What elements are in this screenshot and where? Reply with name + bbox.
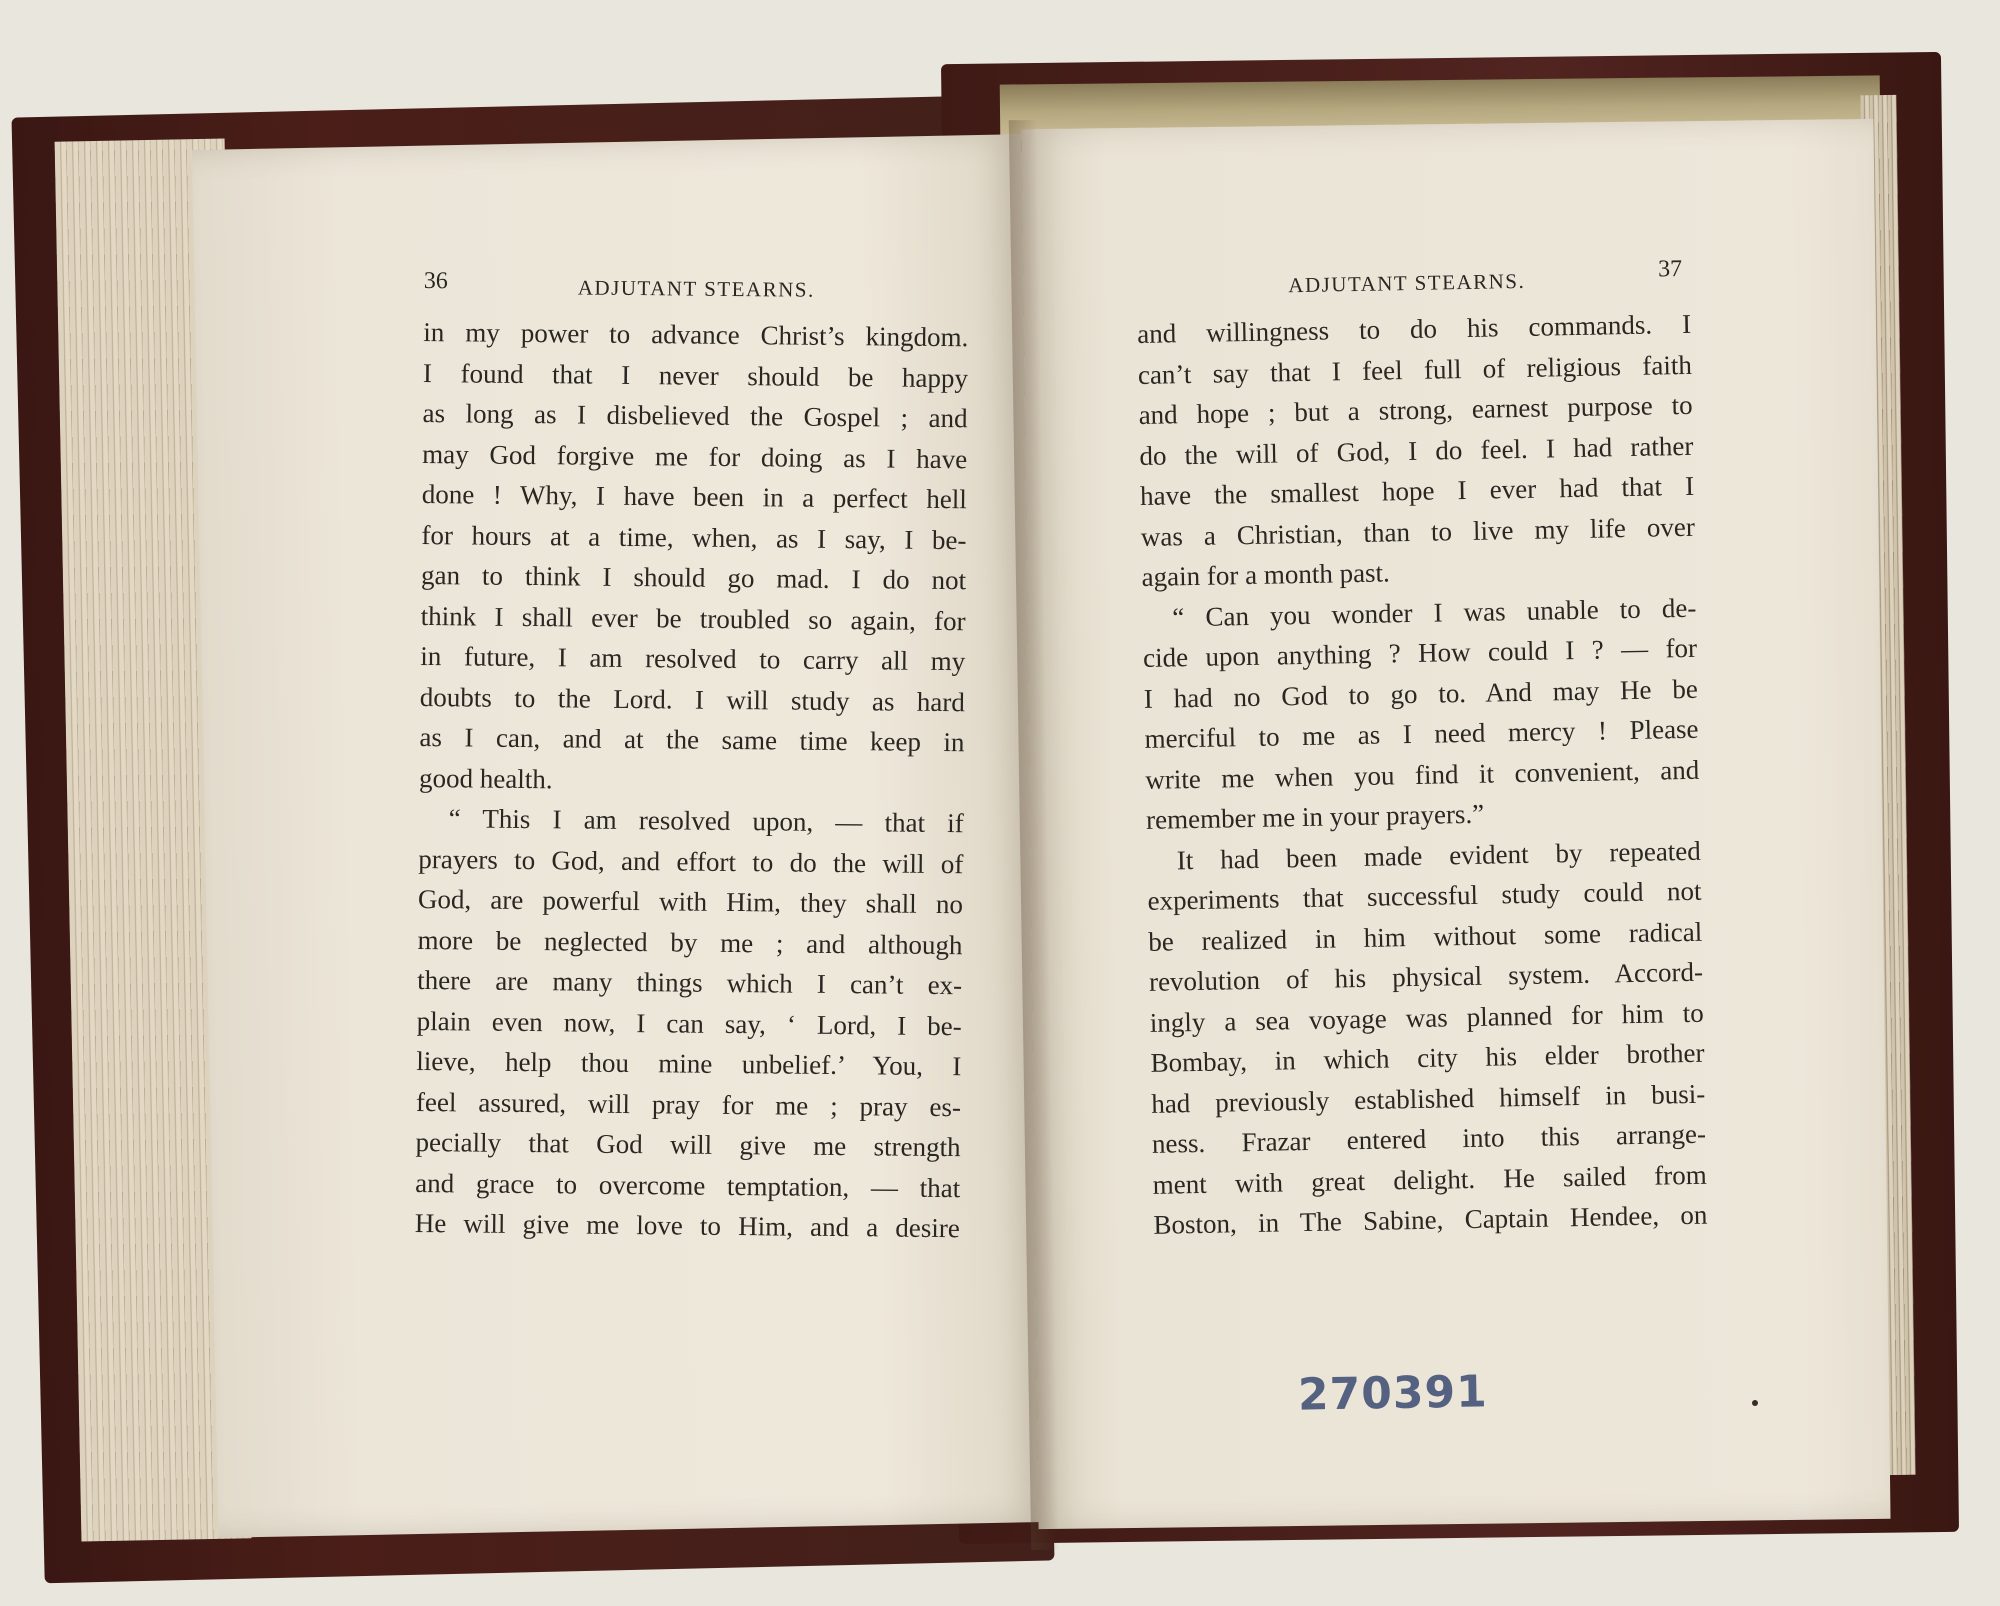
left-page-text-line: as long as I disbelieved the Gospel ; and (422, 397, 968, 434)
right-page-text-line: write me when you find it convenient, and (1145, 754, 1700, 795)
right-page-text (1136, 255, 1708, 1245)
right-page-text-line: Boston, in The Sabine, Captain Hendee, on (1153, 1199, 1708, 1240)
left-page-text-line: prayers to God, and effort to do the will of (418, 843, 964, 879)
left-page-text-line: in my power to advance Christ’s kingdom. (423, 316, 969, 353)
right-page-text-line: and willingness to do his commands. I (1136, 308, 1692, 349)
left-page-text (415, 268, 969, 1249)
right-body-text (1137, 304, 1708, 1245)
running-head-title-right: ADJUTANT STEARNS. (1288, 268, 1526, 298)
left-page-text-line: as I can, and at the same time keep in (419, 721, 965, 758)
right-page-text-line: ness. Frazar entered into this arrange- (1151, 1118, 1707, 1159)
left-page-text-line: lieve, help thou mine unbelief.’ You, I (416, 1045, 962, 1082)
paper-speck (1752, 1400, 1758, 1406)
right-page-text-line: revolution of his physical system. Accord- (1148, 956, 1704, 997)
page-number-left: 36 (423, 268, 448, 295)
right-page-text-line: merciful to me as I need mercy ! Please (1144, 713, 1699, 754)
left-page-text-line: more be neglected by me ; and although (417, 924, 963, 960)
left-body-text (415, 312, 969, 1249)
left-page-text-line: plain even now, I can say, ‘ Lord, I be- (416, 1005, 962, 1041)
right-page-text-line: was a Christian, than to live my life over (1140, 511, 1696, 552)
left-page-text-line: in future, I am resolved to carry all my (420, 640, 966, 677)
right-page-text-line: remember me in your prayers.” (1145, 798, 1485, 835)
left-page-text-line: God, are powerful with Him, they shall no (417, 883, 964, 920)
left-page-text-line: think I shall ever be troubled so again, for (420, 600, 966, 636)
right-page-text-line: It had been made evident by repeated (1176, 835, 1702, 875)
left-page-text-line: may God forgive me for doing as I have (422, 438, 968, 474)
right-page-text-line: I had no God to go to. And may He be (1143, 673, 1699, 714)
right-page-text-line: “ Can you wonder I was unable to de- (1172, 592, 1697, 632)
left-running-head (424, 268, 969, 317)
right-page-text-line: can’t say that I feel full of religious faith (1137, 349, 1693, 390)
right-page-text-line: ingly a sea voyage was planned for him to (1149, 997, 1704, 1038)
left-page-text-line: there are many things which I can’t ex- (417, 964, 963, 1001)
left-page-text-line: for hours at a time, when, as I say, I be- (421, 519, 967, 555)
right-page-text-line: do the will of God, I do feel. I had rather (1139, 430, 1694, 471)
right-page-text-line: ment with great delight. He sailed from (1152, 1159, 1707, 1200)
running-head-title-left: ADJUTANT STEARNS. (577, 275, 815, 302)
left-page-text-line: feel assured, will pray for me ; pray es- (415, 1086, 962, 1122)
left-page-text-line: doubts to the Lord. I will study as hard (419, 681, 966, 717)
left-page-text-line: good health. (418, 762, 553, 794)
left-page-text-line: I found that I never should be happy (422, 357, 969, 393)
right-page-text-line: and hope ; but a strong, earnest purpose to (1138, 389, 1693, 430)
right-page-text-line: be realized in him without some radical (1148, 916, 1703, 957)
left-page-text-line: pecially that God will give me strength (415, 1126, 961, 1163)
page-number-right: 37 (1657, 255, 1683, 283)
left-page-text-line: and grace to overcome temptation, — that (415, 1167, 961, 1203)
right-page-text-line: cide upon anything ? How could I ? — for (1142, 632, 1698, 673)
left-page-text-line: He will give me love to Him, and a desire (414, 1207, 960, 1244)
right-page-text-line: Bombay, in which city his elder brother (1150, 1037, 1705, 1078)
left-page-text-line: “ This I am resolved upon, — that if (448, 803, 964, 839)
left-page-text-line: done ! Why, I have been in a perfect hell (421, 478, 967, 515)
right-page-text-line: have the smallest hope I ever had that I (1139, 470, 1695, 511)
right-page-text-line: experiments that successful study could not (1147, 875, 1702, 916)
right-page-text-line: again for a month past. (1141, 557, 1391, 592)
right-page-text-line: had previously established himself in busi- (1150, 1078, 1706, 1119)
library-stamp: 270391 (1297, 1366, 1489, 1421)
left-page-text-line: gan to think I should go mad. I do not (420, 559, 967, 596)
